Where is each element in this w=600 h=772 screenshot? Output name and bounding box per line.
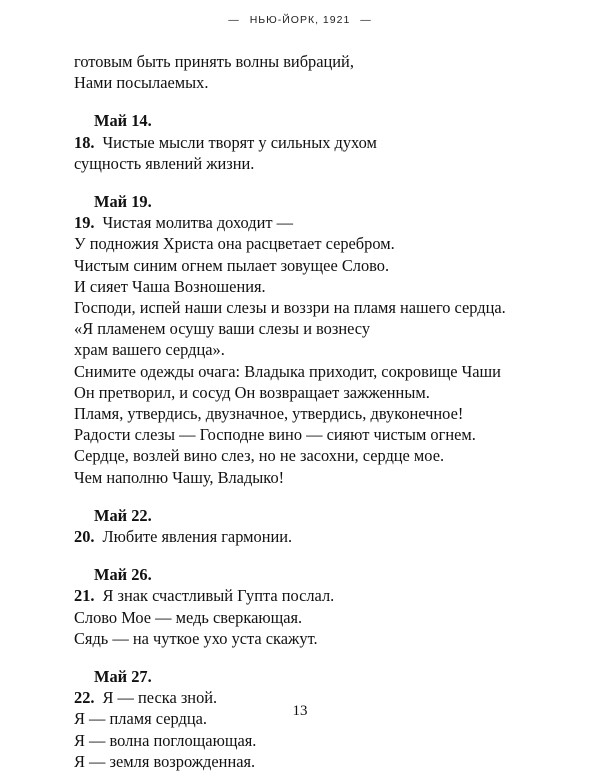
entry-text: Любите явления гармонии. xyxy=(102,527,293,547)
running-head-dash-right: — xyxy=(360,14,372,26)
entry-number: 21. xyxy=(74,586,95,606)
intro-paragraph xyxy=(74,51,554,93)
entry-18 xyxy=(74,110,554,174)
entry-text: Чистые мысли творят у сильных духом xyxy=(102,132,377,152)
entry-number: 19. xyxy=(74,213,95,233)
page-number: 13 xyxy=(292,703,308,719)
entry-date: Май 19. xyxy=(94,192,152,212)
entry-first-line xyxy=(74,212,554,233)
text-line: Господи, испей наши слезы и воззри на пламя нашего сердца. xyxy=(74,298,506,318)
text-line: У подножия Христа она расцветает серебром. xyxy=(74,234,395,254)
running-head xyxy=(0,14,600,26)
entry-first-line xyxy=(74,585,554,606)
running-head-title: НЬЮ-ЙОРК, 1921 xyxy=(249,14,351,26)
text-line: Чистым синим огнем пылает зовущее Слово. xyxy=(74,255,390,275)
text-line: Сядь — на чуткое ухо уста скажут. xyxy=(74,628,318,648)
text-line: сущность явлений жизни. xyxy=(74,153,255,173)
entry-text: Я знак счастливый Гупта послал. xyxy=(102,586,335,606)
text-line: храм вашего сердца». xyxy=(74,340,225,360)
entry-21 xyxy=(74,564,554,649)
text-line: Я — пламя сердца. xyxy=(74,709,207,729)
text-line: «Я пламенем осушу ваши слезы и вознесу xyxy=(74,319,371,339)
entry-number: 22. xyxy=(74,688,95,708)
entry-number: 18. xyxy=(74,132,95,152)
text-line: Слово Мое — медь сверкающая. xyxy=(74,607,303,627)
entry-date: Май 27. xyxy=(94,667,152,687)
text-line: И сияет Чаша Вознoшения. xyxy=(74,276,266,296)
text-line: Он претворил, и сосуд Он возвращает зажженным. xyxy=(74,382,430,402)
running-head-dash-left: — xyxy=(228,14,240,26)
text-line: Пламя, утвердись, двузначное, утвердись, двуконечное! xyxy=(74,404,464,424)
entry-date: Май 22. xyxy=(94,505,152,525)
text-line: Радости слезы — Господне вино — сияют чистым огнем. xyxy=(74,425,476,445)
entry-date: Май 14. xyxy=(94,111,152,131)
entry-first-line xyxy=(74,526,554,547)
text-line: Нами посылаемых. xyxy=(74,73,209,93)
entry-first-line xyxy=(74,132,554,153)
text-line: Сердце, возлей вино слез, но не засохни, сердце мое. xyxy=(74,446,445,466)
entry-text: Я — песка зной. xyxy=(102,688,218,708)
text-line: Снимите одежды очага: Владыка приходит, сокровище Чаши xyxy=(74,361,501,381)
entry-19 xyxy=(74,191,554,488)
entry-text: Чистая молитва доходит — xyxy=(102,213,294,233)
text-line: Чем наполню Чашу, Владыко! xyxy=(74,467,285,487)
entry-number: 20. xyxy=(74,527,95,547)
text-line: Я — волна поглощающая. xyxy=(74,730,257,750)
page-content xyxy=(74,51,554,772)
text-line: готовым быть принять волны вибраций, xyxy=(74,52,354,71)
text-line: Я — земля возрожденная. xyxy=(74,751,256,771)
entry-20 xyxy=(74,505,554,547)
entry-date: Май 26. xyxy=(94,565,152,585)
